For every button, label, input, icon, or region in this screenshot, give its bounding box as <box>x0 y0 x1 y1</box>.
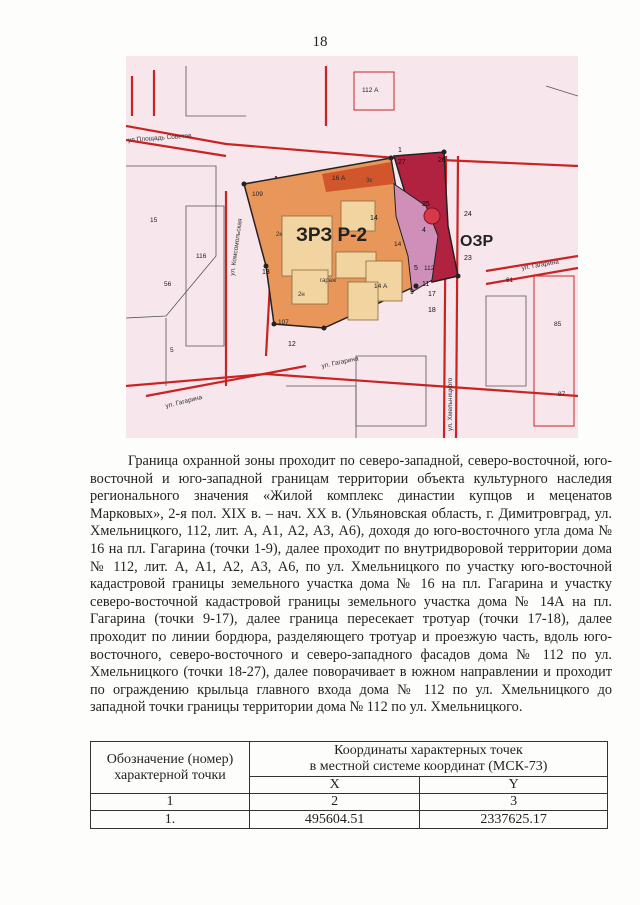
house-number: 87 <box>558 391 566 398</box>
zone-label-secondary: ОЗР <box>460 233 494 250</box>
header-coordinates-line1: Координаты характерных точек <box>334 743 523 758</box>
point-label: 27 <box>398 159 406 166</box>
point-label: 13 <box>262 269 270 276</box>
point-label: 25 <box>422 201 430 208</box>
body-paragraph: Граница охранной зоны проходит по северо-западной, северо-восточной, юго-восточной и юго-западной границам территории объекта культурного наследия регионального значения «Жилой комплекс династии купцов и меценатов Марковых», 2-я пол. XIX в. – нач. XX в. (Ульяновская область, г. Димитровград, ул. Хмельницкого, 112, лит. А, А1, А2, А3, А6), доходя до юго-восточного угла дома № 16 на пл. Гагарина (точки 1-9), далее проходит по внутридворовой территории дома № 112, лит. А, А1, А2, А3, А6, по ул. Хмельницкого по участку юго-восточной кадастровой границы земельного участка дома № 16 на пл. Гагарина и участку северо-восточной кадастровой границы земельного участка дома № 14А на пл. Гагарина (точки 9-17), далее граница пересекает тротуар (точки 17-18), далее проходит по линии бордюра, разделяющего тротуар и проезжую часть, вдоль юго-восточного, северо-восточного и северо-западного фасадов дома № 112 по ул. Хмельницкого (точки 18-27), далее поворачивает в южном направлении и проходит по ограждению крыльца главного входа дома № 112 по ул. Хмельницкого до западной точки границы территории дома № 112 по ул. Хмельницкого. <box>90 453 612 716</box>
point-label: 24 <box>464 211 472 218</box>
house-number: 61 <box>506 277 514 284</box>
street-label: ул. Гагарина <box>164 394 203 410</box>
column-number: 2 <box>250 794 420 811</box>
table-row <box>91 811 608 829</box>
house-number: 112 <box>424 265 435 272</box>
house-number: 5 <box>170 347 174 354</box>
house-number: 85 <box>554 321 562 328</box>
header-point-designation: Обозначение (номер) характерной точки <box>91 742 250 794</box>
point-label: 1 <box>398 147 402 154</box>
coordinates-table <box>90 741 608 829</box>
point-label: 9 <box>410 289 414 296</box>
point-label: 23 <box>464 255 472 262</box>
house-number: 116 <box>196 253 207 260</box>
point-label: 4 <box>422 227 426 234</box>
street-label: ул.Площадь Советов <box>127 132 192 144</box>
point-label: 18 <box>428 307 436 314</box>
point-number-cell: 1. <box>91 811 250 829</box>
house-number: 16 А <box>332 175 346 182</box>
building-tag: 2н <box>298 292 305 298</box>
street-label: ул. Хмельницкого <box>447 377 454 431</box>
house-number: 14 <box>394 241 402 248</box>
house-number: 14 А <box>374 283 388 290</box>
site-plan-map <box>126 56 578 438</box>
y-coordinate-cell: 2337625.17 <box>420 811 608 829</box>
column-number: 1 <box>91 794 250 811</box>
house-number: 112 А <box>362 87 379 94</box>
house-number: 107 <box>278 319 289 326</box>
point-label: 17 <box>428 291 436 298</box>
header-y: Y <box>420 777 608 794</box>
column-number: 3 <box>420 794 608 811</box>
zone-label-main: ЗРЗ Р-2 <box>296 225 368 246</box>
page-number: 18 <box>312 34 328 50</box>
street-label: ул. Гагарина <box>521 258 560 272</box>
point-label: 26 <box>438 157 446 164</box>
point-label: 14 <box>370 215 378 222</box>
header-coordinates-line2: в местной системе координат (МСК-73) <box>309 759 548 774</box>
building-tag: гараж <box>320 278 337 284</box>
point-label: 5 <box>414 265 418 272</box>
header-x: X <box>250 777 420 794</box>
building-tag: 3к <box>366 178 372 184</box>
point-label: 11 <box>422 281 430 288</box>
building-tag: 2к <box>276 232 282 238</box>
house-number: 56 <box>164 281 172 288</box>
street-label: ул. Комсомольская <box>229 218 245 277</box>
street-label: ул. Гагарина <box>320 355 360 370</box>
table-row <box>91 794 608 811</box>
header-coordinates <box>250 742 608 777</box>
house-number: 109 <box>252 191 263 198</box>
point-label: 12 <box>288 341 296 348</box>
house-number: 15 <box>150 217 158 224</box>
x-coordinate-cell: 495604.51 <box>250 811 420 829</box>
